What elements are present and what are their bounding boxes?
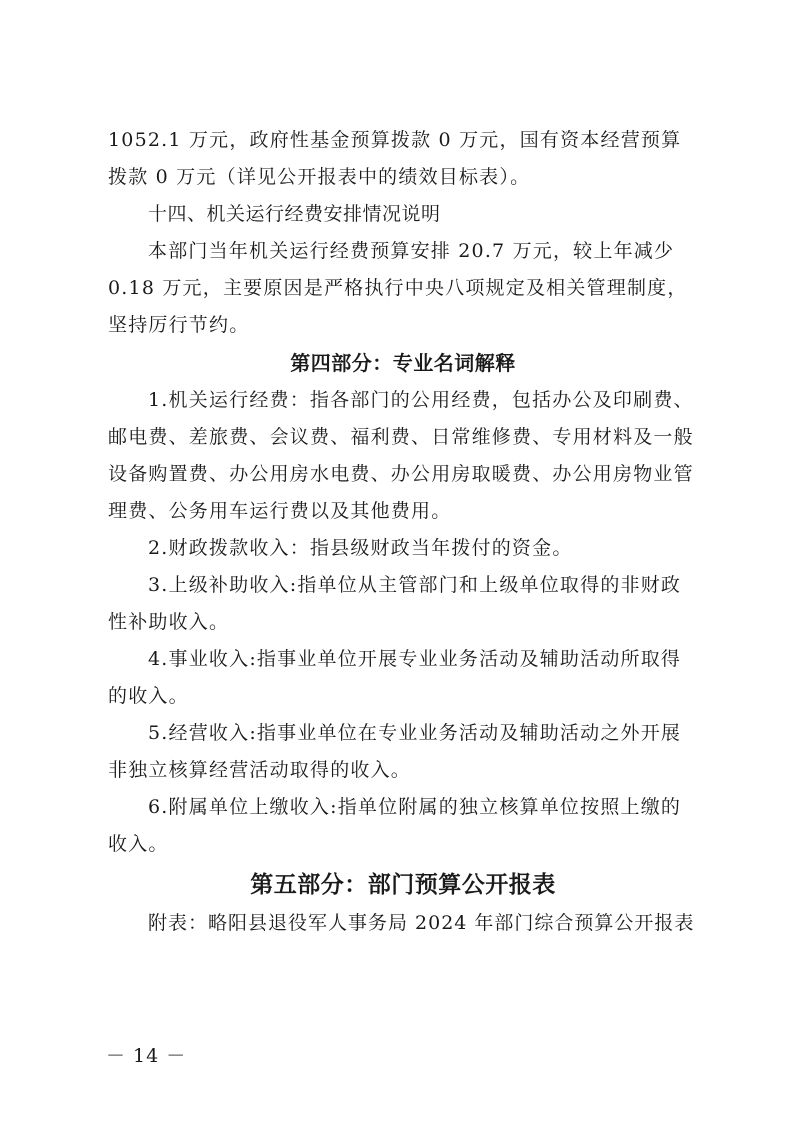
page-number: － 14 － [106,1045,187,1067]
definition-6 [108,789,698,863]
text-line: 6.附属单位上缴收入:指单位附属的独立核算单位按照上缴的 [148,796,682,818]
text-line: 邮电费、差旅费、会议费、福利费、日常维修费、专用材料及一般 [108,426,694,448]
text-line: 收入。 [108,833,169,855]
text-line: 理费、公务用车运行费以及其他费用。 [108,500,452,522]
section-14-title: 十四、机关运行经费安排情况说明 [148,203,441,225]
definition-5 [108,715,698,789]
attachment-line: 附表：略阳县退役军人事务局 2024 年部门综合预算公开报表 [148,912,695,934]
text-line: 1.机关运行经费：指各部门的公用经费，包括办公及印刷费、 [148,389,694,411]
section-14-paragraph [108,233,698,344]
text-line: 非独立核算经营活动取得的收入。 [108,759,412,781]
text-line: 3.上级补助收入:指单位从主管部门和上级单位取得的非财政 [148,574,682,596]
page-content [108,122,698,942]
text-line: 本部门当年机关运行经费预算安排 20.7 万元，较上年减少 [148,240,675,262]
text-line: 5.经营收入:指事业单位在专业业务活动及辅助活动之外开展 [148,722,682,744]
definition-1 [108,382,698,530]
text-line: 性补助收入。 [108,611,230,633]
definition-3 [108,567,698,641]
attachment-paragraph [108,905,698,942]
text-line: 坚持厉行节约。 [108,314,250,336]
text-line: 0.18 万元，主要原因是严格执行中央八项规定及相关管理制度， [108,277,688,299]
part-5-heading: 第五部分：部门预算公开报表 [250,871,556,898]
definition-4 [108,641,698,715]
continuation-paragraph [108,122,698,196]
text-line: 4.事业收入:指事业单位开展专业业务活动及辅助活动所取得 [148,648,682,670]
text-line: 2.财政拨款收入：指县级财政当年拨付的资金。 [148,537,573,559]
text-line: 拨款 0 万元（详见公开报表中的绩效目标表）。 [108,166,531,188]
part-4-heading: 第四部分：专业名词解释 [290,351,516,375]
text-line: 设备购置费、办公用房水电费、办公用房取暖费、办公用房物业管 [108,463,694,485]
text-line: 的收入。 [108,685,189,707]
text-line: 1052.1 万元，政府性基金预算拨款 0 万元，国有资本经营预算 [108,129,682,151]
definition-2 [108,530,698,567]
